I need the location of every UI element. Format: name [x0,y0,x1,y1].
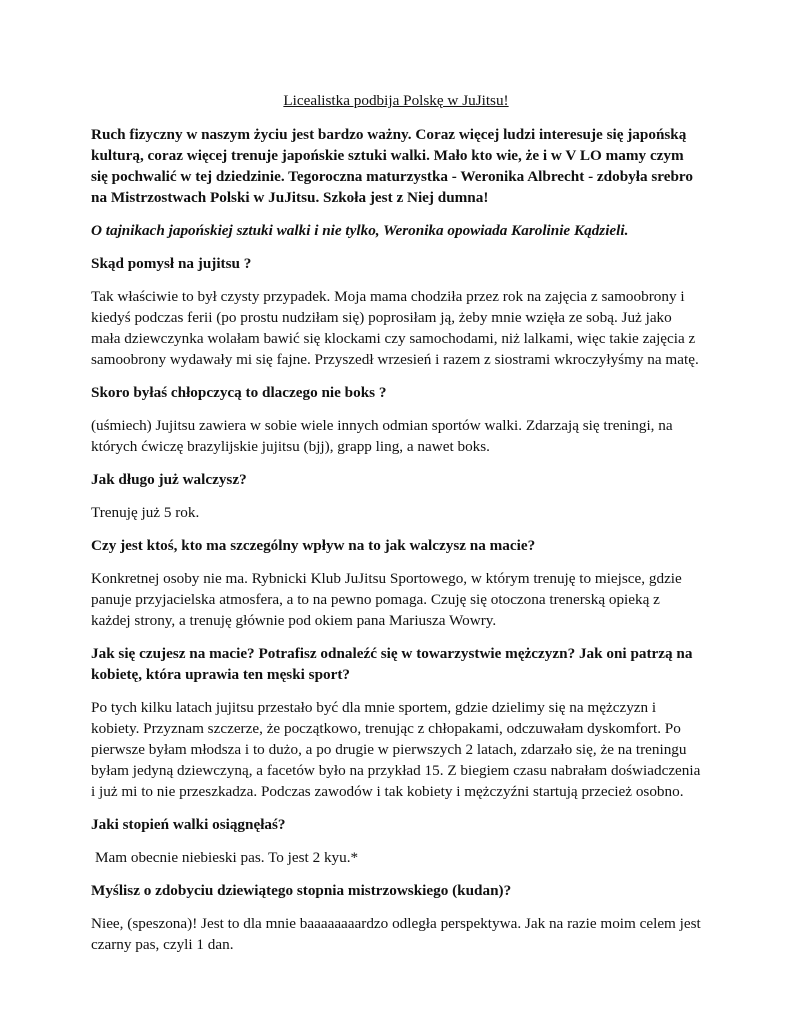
answer-5: Po tych kilku latach jujitsu przestało być dla mnie sportem, gdzie dzielimy się na mężczyzn i kobiety. Przyznam szczerze, że początkowo, trenując z chłopakami, odczuwałam dyskomfort. Po pierwsze byłam młodsza i to dużo, a po drugie w pierwszych 2 latach, zdarzało się, że na treningu byłam jedyną dziewczyną, a facetów było na przykład 15. Z biegiem czasu nabrałam doświadczenia i już mi to nie przeszkadza. Podczas zawodów i tak kobiety i mężczyźni startują przecież osobno. [91,699,701,800]
answer-3: Trenuję już 5 rok. [91,504,200,521]
answer-6: Mam obecnie niebieski pas. To jest 2 kyu.* [95,849,359,866]
answer-7: Niee, (speszona)! Jest to dla mnie baaaaaaaardzo odległa perspektywa. Jak na razie moim celem jest czarny pas, czyli 1 dan. [91,915,701,953]
article [91,90,701,967]
article-title: Licealistka podbija Polskę w JuJitsu! [283,92,509,109]
answer-1: Tak właściwie to był czysty przypadek. Moja mama chodziła przez rok na zajęcia z samoobrony i kiedyś podczas ferii (po prostu nudziłam się) poprosiłam ją, żeby mnie wzięła ze sobą. Już jako mała dziewczynka wolałam bawić się klockami czy samochodami, niż lalkami, więc takie zajęcia z samoobrony wydawały mi się fajne. Przyszedł wrzesień i razem z siostrami wkroczyłyśmy na matę. [91,288,699,368]
question-5: Jak się czujesz na macie? Potrafisz odnaleźć się w towarzystwie mężczyzn? Jak oni patrzą na kobietę, która uprawia ten męski sport? [91,645,693,683]
question-3: Jak długo już walczysz? [91,471,247,488]
question-4: Czy jest ktoś, kto ma szczególny wpływ na to jak walczysz na macie? [91,537,536,554]
answer-2: (uśmiech) Jujitsu zawiera w sobie wiele innych odmian sportów walki. Zdarzają się treningi, na których ćwiczę brazylijskie jujitsu (bjj), grapp ling, a nawet boks. [91,417,673,455]
question-6: Jaki stopień walki osiągnęłaś? [91,816,286,833]
question-1: Skąd pomysł na jujitsu ? [91,255,252,272]
answer-4: Konkretnej osoby nie ma. Rybnicki Klub JuJitsu Sportowego, w którym trenuję to miejsce, gdzie panuje przyjacielska atmosfera, a to na pewno pomaga. Czuję się otoczona trenerską opieką z każdej strony, a trenuję głównie pod okiem pana Mariusza Wowry. [91,570,682,629]
question-2: Skoro byłaś chłopczycą to dlaczego nie boks ? [91,384,387,401]
article-lead: Ruch fizyczny w naszym życiu jest bardzo ważny. Coraz więcej ludzi interesuje się japońską kulturą, coraz więcej trenuje japońskie sztuki walki. Mało kto wie, że i w V LO mamy czym się pochwalić w tej dziedzinie. Tegoroczna maturzystka - Weronika Albrecht - zdobyła srebro na Mistrzostwach Polski w JuJitsu. Szkoła jest z Niej dumna! [91,126,693,206]
question-7: Myślisz o zdobyciu dziewiątego stopnia mistrzowskiego (kudan)? [91,882,512,899]
article-intro: O tajnikach japońskiej sztuki walki i nie tylko, Weronika opowiada Karolinie Kądzieli. [91,222,629,239]
